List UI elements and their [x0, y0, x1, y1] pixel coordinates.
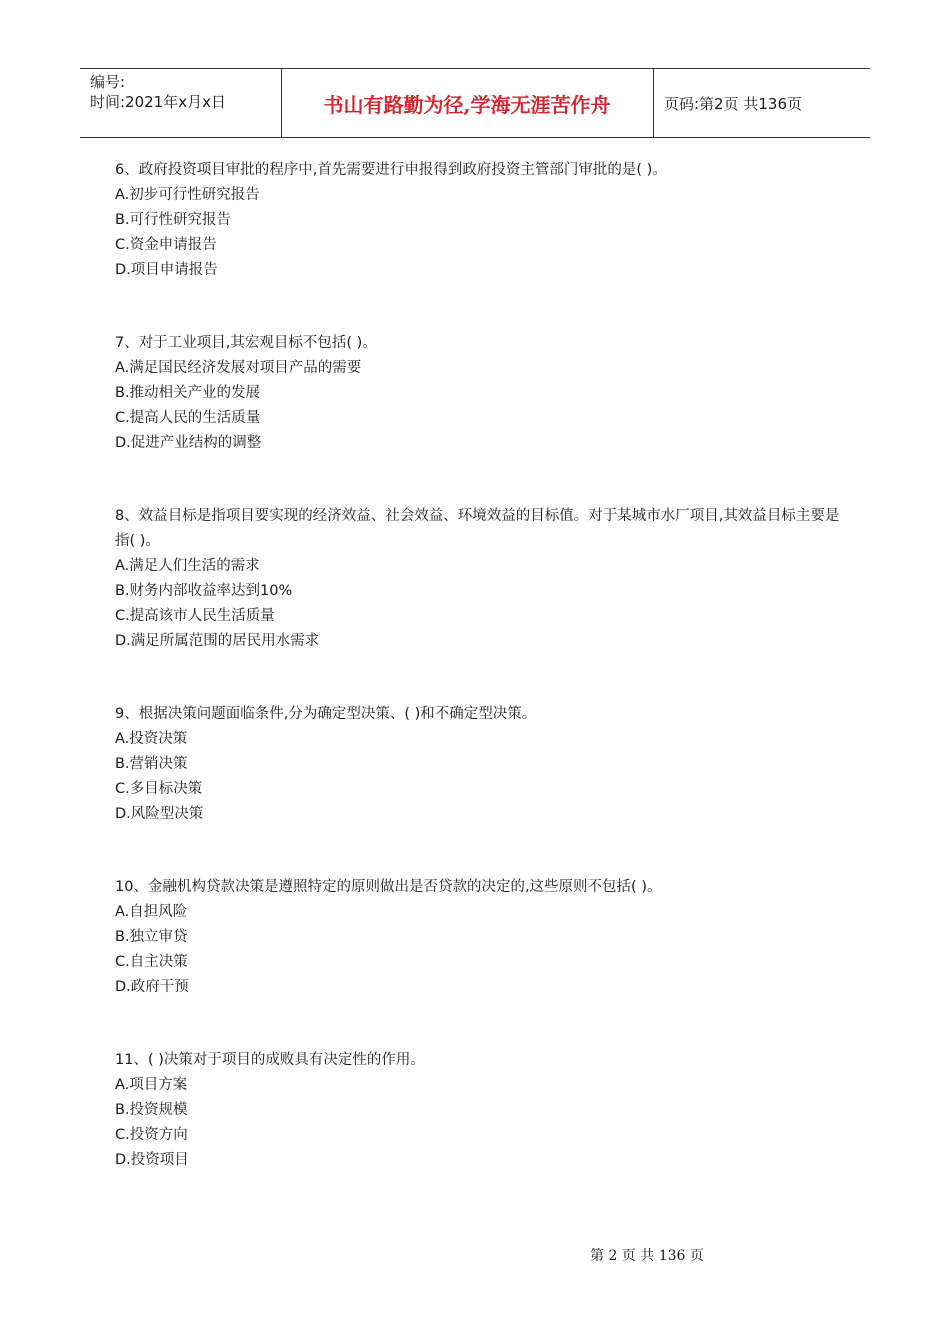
question-item [115, 158, 845, 283]
question-stem: 7、对于工业项目,其宏观目标不包括( )。 [115, 335, 377, 351]
option-a: A.投资决策 [115, 731, 188, 747]
option-b: B.推动相关产业的发展 [115, 385, 261, 401]
option-c: C.资金申请报告 [115, 237, 217, 253]
page-header [80, 68, 870, 138]
option-c: C.多目标决策 [115, 781, 203, 797]
option-d: D.项目申请报告 [115, 262, 218, 278]
option-c: C.自主决策 [115, 954, 188, 970]
option-b: B.可行性研究报告 [115, 212, 232, 228]
question-list [115, 158, 845, 1221]
option-b: B.财务内部收益率达到10% [115, 583, 293, 599]
option-b: B.营销决策 [115, 756, 188, 772]
option-a: A.初步可行性研究报告 [115, 187, 260, 203]
serial-label: 编号: [90, 73, 126, 91]
header-info-cell [80, 69, 282, 137]
question-stem: 11、( )决策对于项目的成败具有决定性的作用。 [115, 1052, 425, 1068]
motto-text: 书山有路勤为径,学海无涯苦作舟 [323, 93, 611, 117]
question-stem: 8、效益目标是指项目要实现的经济效益、社会效益、环境效益的目标值。对于某城市水厂项目,其效益目标主要是指( )。 [115, 508, 840, 549]
option-d: D.促进产业结构的调整 [115, 435, 262, 451]
question-item [115, 875, 845, 1000]
page-code: 页码:第2页 共136页 [664, 95, 802, 113]
option-c: C.投资方向 [115, 1127, 188, 1143]
option-a: A.项目方案 [115, 1077, 188, 1093]
question-stem: 10、金融机构贷款决策是遵照特定的原则做出是否贷款的决定的,这些原则不包括( )。 [115, 879, 662, 895]
option-d: D.投资项目 [115, 1152, 189, 1168]
option-a: A.满足人们生活的需求 [115, 558, 260, 574]
option-d: D.风险型决策 [115, 806, 204, 822]
option-d: D.满足所属范围的居民用水需求 [115, 633, 320, 649]
page-footer: 第 2 页 共 136 页 [590, 1248, 704, 1264]
question-stem: 9、根据决策问题面临条件,分为确定型决策、( )和不确定型决策。 [115, 706, 537, 722]
option-c: C.提高该市人民生活质量 [115, 608, 275, 624]
question-stem: 6、政府投资项目审批的程序中,首先需要进行申报得到政府投资主管部门审批的是( )。 [115, 162, 667, 178]
option-a: A.自担风险 [115, 904, 188, 920]
option-c: C.提高人民的生活质量 [115, 410, 261, 426]
question-item [115, 702, 845, 827]
date-text: 时间:2021年x月x日 [90, 93, 226, 111]
option-b: B.投资规模 [115, 1102, 188, 1118]
option-b: B.独立审贷 [115, 929, 188, 945]
option-a: A.满足国民经济发展对项目产品的需要 [115, 360, 362, 376]
question-item [115, 504, 845, 654]
question-item [115, 331, 845, 456]
header-motto-cell [281, 69, 654, 137]
question-item [115, 1048, 845, 1173]
option-d: D.政府干预 [115, 979, 189, 995]
header-page-cell [654, 69, 870, 137]
